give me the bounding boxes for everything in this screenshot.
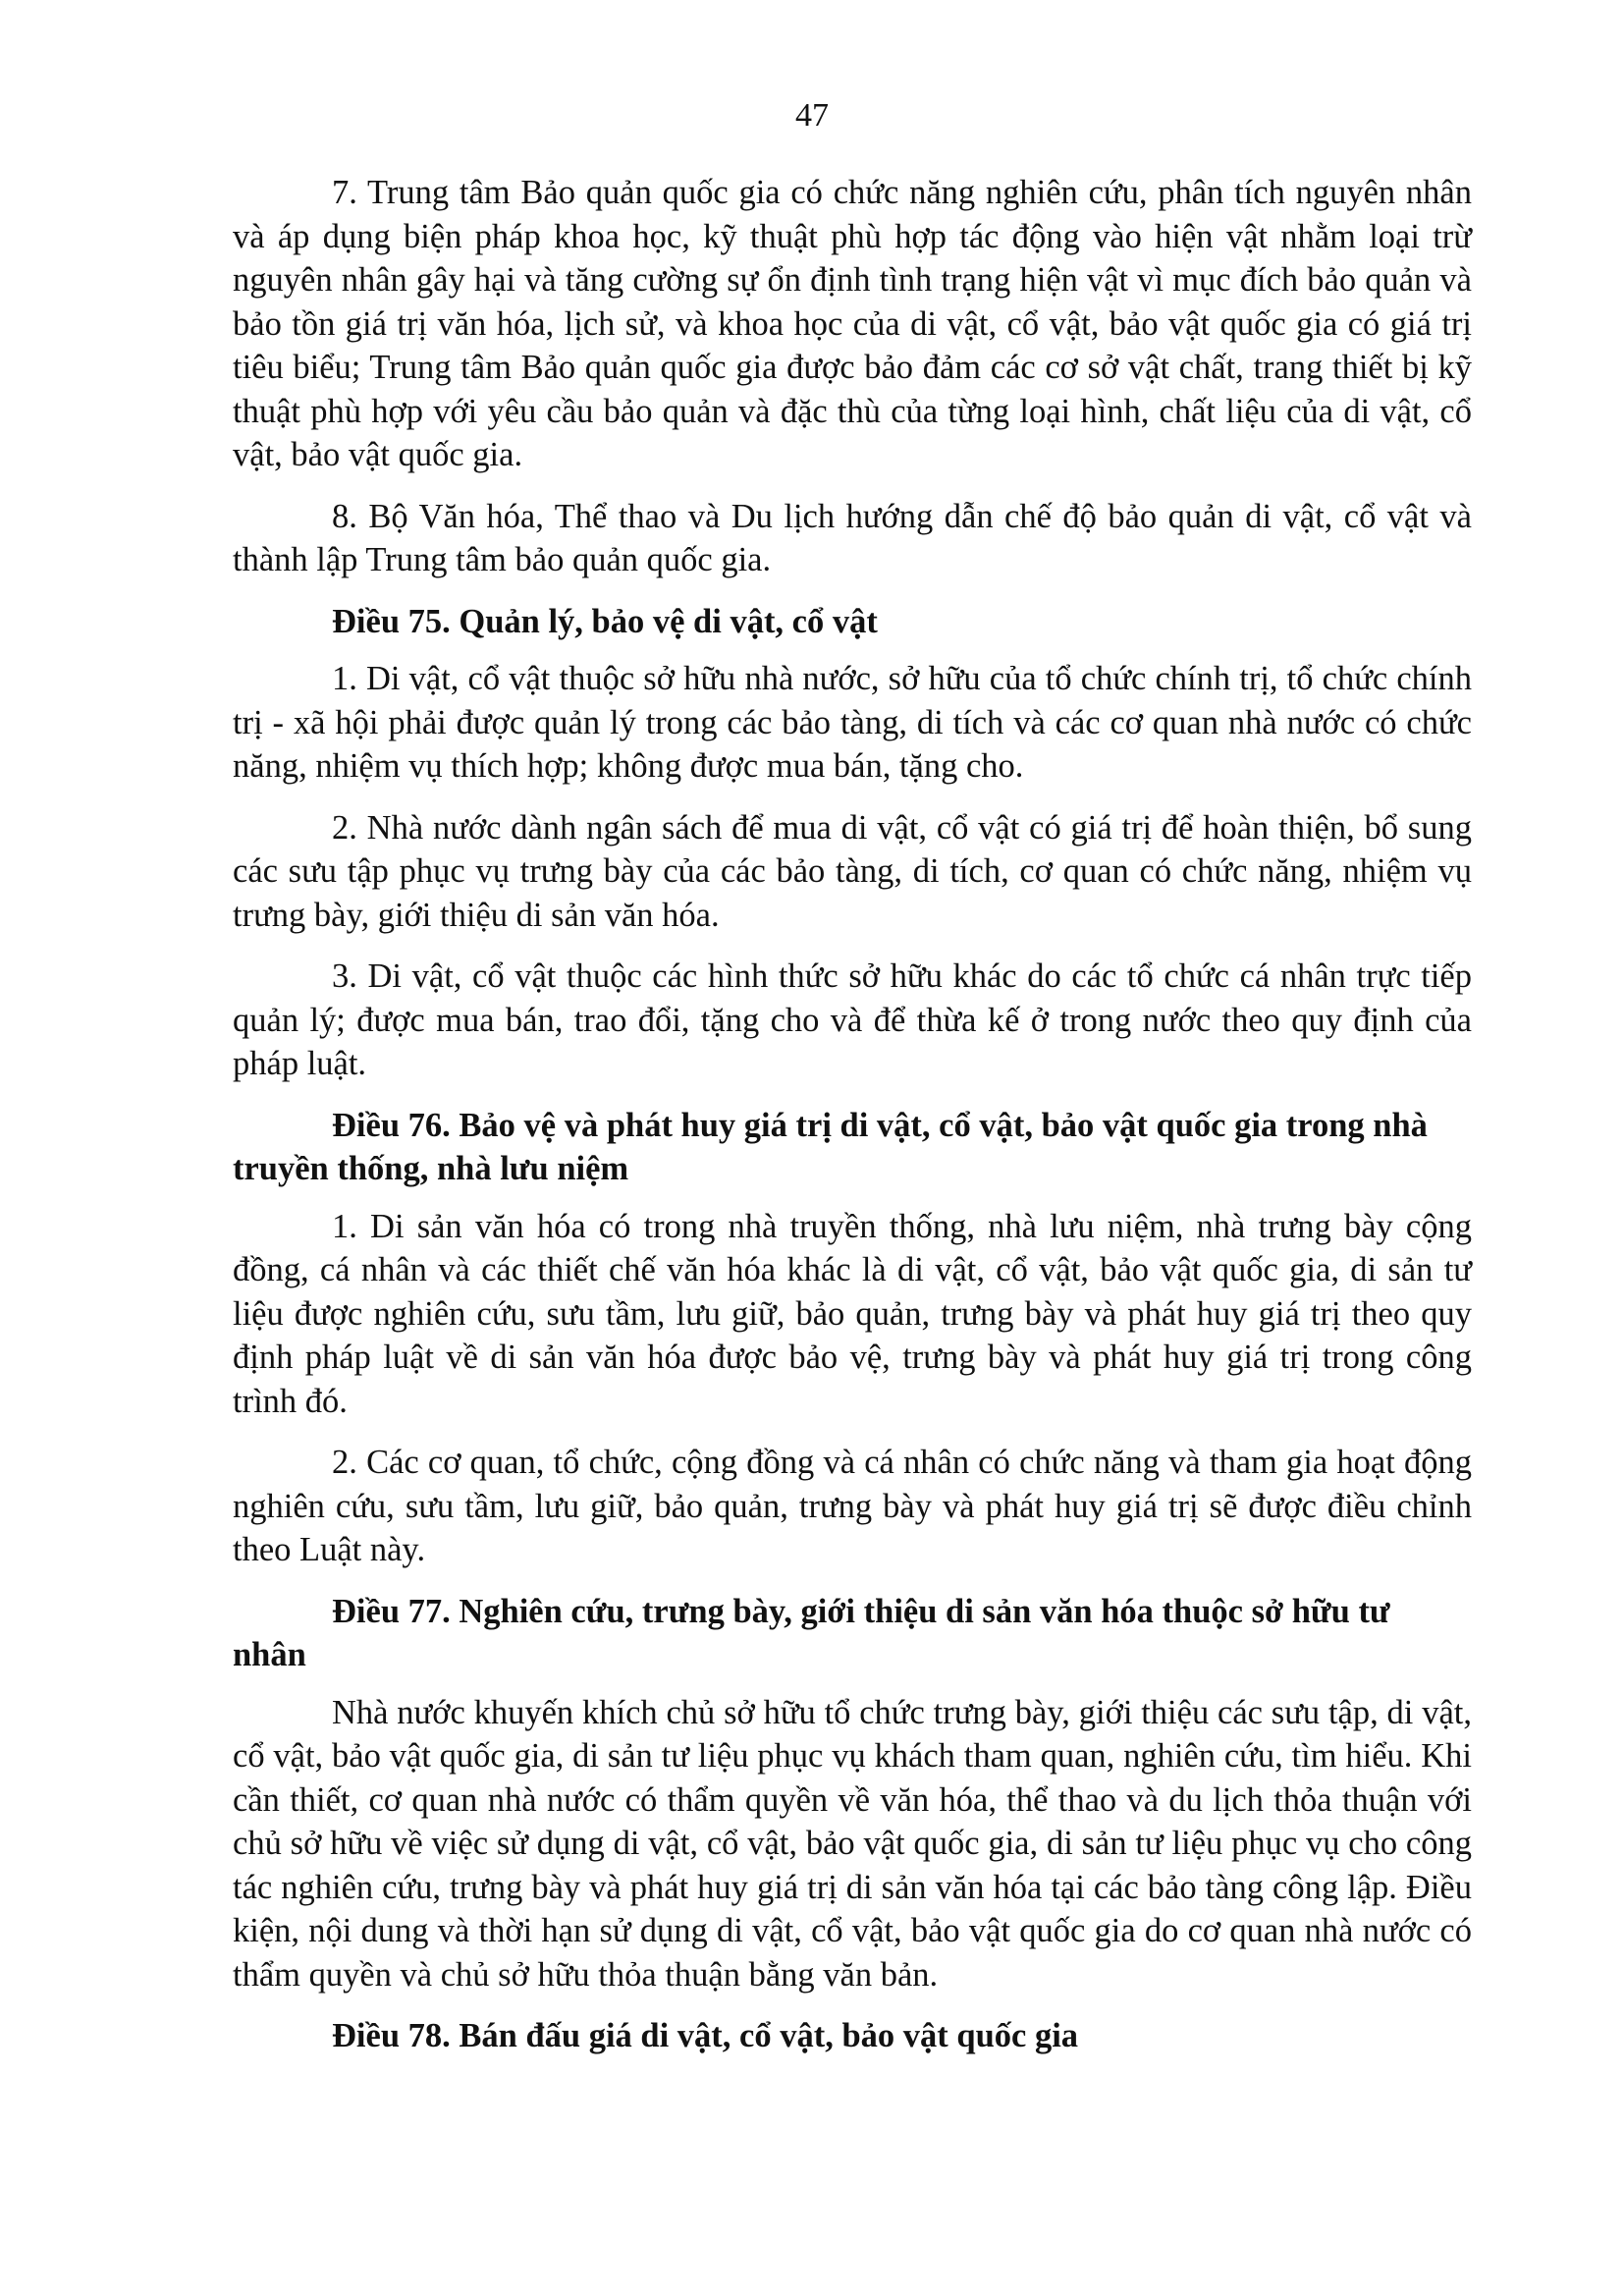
- page-number: 47: [795, 97, 829, 134]
- paragraph-clause-8: 8. Bộ Văn hóa, Thể thao và Du lịch hướng dẫn chế độ bảo quản di vật, cổ vật và thành lập Trung tâm bảo quản quốc gia.: [233, 497, 1472, 578]
- article-76-clause-1: 1. Di sản văn hóa có trong nhà truyền thống, nhà lưu niệm, nhà trưng bày cộng đồng, cá nhân và các thiết chế văn hóa khác là di vật, cổ vật, bảo vật quốc gia, di sản tư liệu được nghiên cứu, sưu tầm, lưu giữ, bảo quản, trưng bày và phát huy giá trị theo quy định pháp luật về di sản văn hóa được bảo vệ, trưng bày và phát huy giá trị trong công trình đó.: [233, 1207, 1472, 1420]
- article-76-heading: Điều 76. Bảo vệ và phát huy giá trị di vật, cổ vật, bảo vật quốc gia trong nhà truyền thống, nhà lưu niệm: [233, 1106, 1428, 1187]
- article-75-clause-3: 3. Di vật, cổ vật thuộc các hình thức sở hữu khác do các tổ chức cá nhân trực tiếp quản lý; được mua bán, trao đổi, tặng cho và để thừa kế ở trong nước theo quy định của pháp luật.: [233, 957, 1472, 1082]
- article-75-clause-1: 1. Di vật, cổ vật thuộc sở hữu nhà nước, sở hữu của tổ chức chính trị, tổ chức chính trị - xã hội phải được quản lý trong các bảo tàng, di tích và các cơ quan nhà nước có chức năng, nhiệm vụ thích hợp; không được mua bán, tặng cho.: [233, 660, 1472, 785]
- article-77-body: Nhà nước khuyến khích chủ sở hữu tổ chức trưng bày, giới thiệu các sưu tập, di vật, cổ vật, bảo vật quốc gia, di sản tư liệu phục vụ khách tham quan, nghiên cứu, tìm hiểu. Khi cần thiết, cơ quan nhà nước có thẩm quyền về văn hóa, thể thao và du lịch thỏa thuận với chủ sở hữu về việc sử dụng di vật, cổ vật, bảo vật quốc gia, di sản tư liệu phục vụ cho công tác nghiên cứu, trưng bày và phát huy giá trị di sản văn hóa tại các bảo tàng công lập. Điều kiện, nội dung và thời hạn sử dụng di vật, cổ vật, bảo vật quốc gia do cơ quan nhà nước có thẩm quyền và chủ sở hữu thỏa thuận bằng văn bản.: [233, 1693, 1472, 1994]
- article-77-heading: Điều 77. Nghiên cứu, trưng bày, giới thiệu di sản văn hóa thuộc sở hữu tư nhân: [233, 1592, 1390, 1673]
- article-76-clause-2: 2. Các cơ quan, tổ chức, cộng đồng và cá nhân có chức năng và tham gia hoạt động nghiên cứu, sưu tầm, lưu giữ, bảo quản, trưng bày và phát huy giá trị sẽ được điều chỉnh theo Luật này.: [233, 1444, 1472, 1568]
- article-75-clause-2: 2. Nhà nước dành ngân sách để mua di vật, cổ vật có giá trị để hoàn thiện, bổ sung các sưu tập phục vụ trưng bày của các bảo tàng, di tích, cơ quan có chức năng, nhiệm vụ trưng bày, giới thiệu di sản văn hóa.: [233, 808, 1472, 934]
- paragraph-clause-7: 7. Trung tâm Bảo quản quốc gia có chức năng nghiên cứu, phân tích nguyên nhân và áp dụng biện pháp khoa học, kỹ thuật phù hợp tác động vào hiện vật nhằm loại trừ nguyên nhân gây hại và tăng cường sự ổn định tình trạng hiện vật vì mục đích bảo quản và bảo tồn giá trị văn hóa, lịch sử, và khoa học của di vật, cổ vật, bảo vật quốc gia có giá trị tiêu biểu; Trung tâm Bảo quản quốc gia được bảo đảm các cơ sở vật chất, trang thiết bị kỹ thuật phù hợp với yêu cầu bảo quản và đặc thù của từng loại hình, chất liệu của di vật, cổ vật, bảo vật quốc gia.: [233, 174, 1472, 473]
- article-75-heading: Điều 75. Quản lý, bảo vệ di vật, cổ vật: [332, 602, 878, 640]
- document-body: [233, 171, 1472, 2072]
- article-78-heading: Điều 78. Bán đấu giá di vật, cổ vật, bảo vật quốc gia: [332, 2017, 1079, 2054]
